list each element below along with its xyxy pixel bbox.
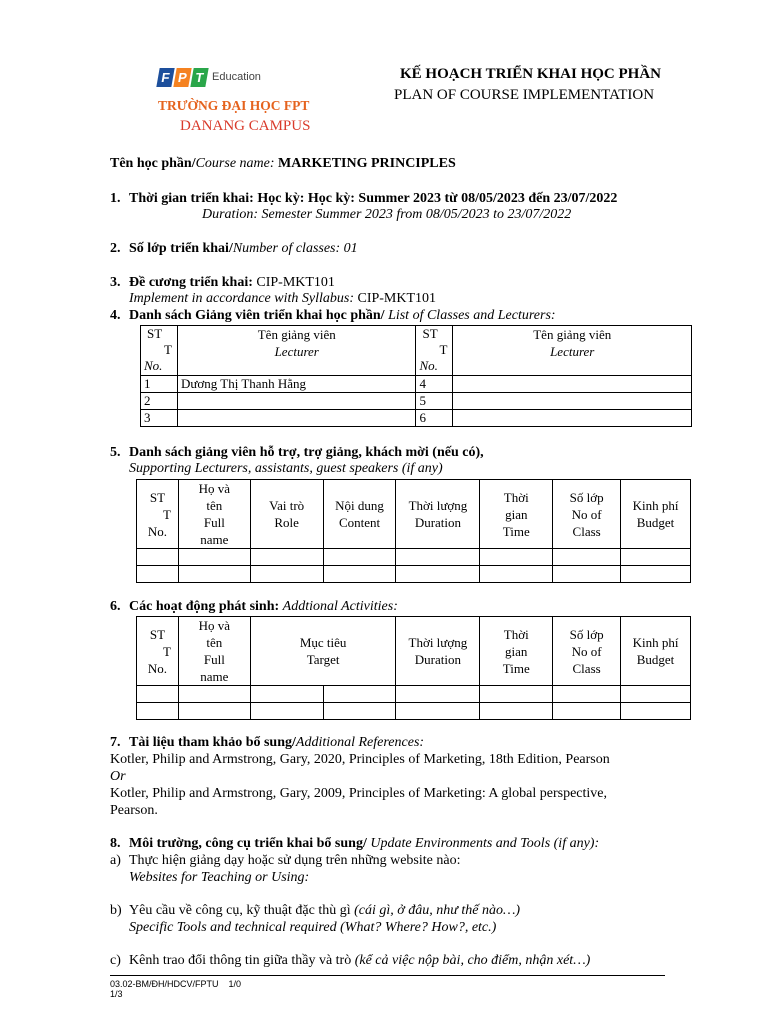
table-header-row [141, 326, 692, 376]
table-row [137, 686, 691, 703]
row-number: 4 [416, 376, 453, 393]
header-time-vi: Thời [503, 626, 529, 642]
header-duration-en: Duration [414, 515, 462, 530]
header-duration-vi: Thời lượng [408, 635, 468, 650]
header-class-en2: Class [572, 660, 601, 676]
header-no: No. [147, 660, 168, 676]
header-stt-line1: ST [422, 326, 438, 341]
lecturer-name [453, 410, 692, 427]
section-3-heading [110, 275, 335, 291]
section-6-en: Addtional Activities: [282, 599, 398, 614]
header-name-en2: name [200, 532, 229, 547]
course-label-en: Course name: [195, 156, 275, 171]
section-8-en: Update Environments and Tools (if any): [370, 836, 600, 851]
footer-form-code: 03.02-BM/ĐH/HDCV/FPTU 1/0 [110, 979, 242, 989]
header-duration-en: Duration [414, 652, 461, 667]
header-name-vi2: tên [206, 498, 223, 513]
header-budget [621, 617, 691, 686]
header-target-en: Target [306, 652, 340, 667]
item-c-label: c) [110, 953, 121, 968]
header-budget-en: Budget [636, 515, 675, 530]
table-row [137, 549, 691, 566]
table-header-row [137, 480, 691, 549]
footer-page-number: 1/3 [110, 989, 123, 999]
reference-1: Kotler, Philip and Armstrong, Gary, 2020, Principles of Marketing, 18th Edition, Pearson [110, 752, 610, 767]
header-target-vi: Mục tiêu [299, 635, 347, 650]
header-lecturer-en: Lecturer [274, 344, 319, 359]
table-header-row [137, 617, 691, 686]
header-class-vi: Số lớp [569, 626, 604, 642]
section-4-en: List of Classes and Lecturers: [388, 308, 556, 323]
section-4-heading [110, 308, 556, 324]
item-b-vi-italic: (cái gì, ở đâu, như thế nào…) [354, 903, 521, 918]
school-name: TRƯỜNG ĐẠI HỌC FPT [158, 98, 310, 113]
header-stt-line2: T [439, 342, 448, 357]
header-stt-line2: T [162, 643, 171, 659]
header-stt-line1: ST [149, 489, 166, 505]
table-row [137, 703, 691, 720]
brand-letter-t: T [190, 68, 208, 87]
item-c [110, 953, 590, 969]
section-2-vi: Số lớp triển khai/ [129, 241, 233, 256]
section-1-en: Duration: Semester Summer 2023 from 08/05/2023 to 23/07/2022 [202, 207, 572, 222]
section-1-number: 1. [110, 191, 121, 206]
campus-name: DANANG CAMPUS [180, 118, 311, 134]
section-7-number: 7. [110, 735, 121, 750]
document-title: KẾ HOẠCH TRIỂN KHAI HỌC PHẦN [400, 66, 661, 82]
header-duration [396, 617, 480, 686]
row-number: 5 [416, 393, 453, 410]
additional-activities-table [136, 616, 691, 720]
section-3-en-line [129, 291, 436, 307]
header-time-vi2: gian [505, 506, 528, 522]
header-budget-vi: Kinh phí [632, 635, 679, 650]
section-2-heading [110, 241, 358, 257]
header-stt-line1: ST [149, 626, 166, 642]
item-c-vi: Kênh trao đổi thông tin giữa thầy và trò [129, 953, 352, 968]
lecturer-name: Dương Thị Thanh Hằng [177, 376, 416, 393]
header-stt [137, 617, 179, 686]
item-b-vi: Yêu cầu về công cụ, kỹ thuật đặc thù gì [129, 903, 351, 918]
item-a [110, 853, 460, 869]
section-7-en: Additional References: [295, 735, 425, 750]
header-time-vi2: gian [505, 643, 528, 659]
section-8-heading [110, 836, 599, 852]
section-6-vi: Các hoạt động phát sinh: [129, 599, 280, 614]
header-time-en: Time [502, 523, 530, 539]
lecturer-name [453, 393, 692, 410]
section-7-heading [110, 735, 424, 751]
item-b [110, 903, 520, 919]
item-b-label: b) [110, 903, 122, 918]
lecturer-table [140, 325, 692, 427]
section-2-en: Number of classes: 01 [232, 241, 358, 256]
section-1-heading [110, 191, 617, 207]
header-name-vi: Họ và [198, 481, 231, 496]
header-budget-vi: Kinh phí [632, 498, 679, 513]
header-stt [137, 480, 179, 549]
header-name-en: Full [203, 652, 225, 667]
footer-divider [110, 975, 665, 976]
section-5-vi: Danh sách giảng viên hỗ trợ, trợ giảng, khách mời (nếu có), [129, 445, 484, 460]
lecturer-name [177, 410, 416, 427]
section-3-en-code: CIP-MKT101 [357, 291, 437, 306]
row-number: 1 [141, 376, 178, 393]
section-6-heading [110, 599, 398, 615]
section-7-vi: Tài liệu tham khảo bổ sung/ [129, 735, 296, 750]
header-role [250, 480, 323, 549]
lecturer-name [453, 376, 692, 393]
header-time-en: Time [502, 660, 530, 676]
section-3-en: Implement in accordance with Syllabus: [129, 291, 354, 306]
section-8-number: 8. [110, 836, 121, 851]
row-number: 3 [141, 410, 178, 427]
table-row [137, 566, 691, 583]
header-name-en2: name [200, 669, 229, 684]
item-a-vi: Thực hiện giảng dạy hoặc sử dụng trên những website nào: [129, 853, 461, 868]
header-class-count [553, 480, 621, 549]
section-4-number: 4. [110, 308, 121, 323]
section-4-vi: Danh sách Giảng viên triển khai học phần/ [129, 308, 385, 323]
header-no: No. [419, 358, 438, 373]
header-time [480, 617, 553, 686]
section-5-number: 5. [110, 445, 121, 460]
section-5-heading [110, 445, 484, 461]
section-8-vi: Môi trường, công cụ triển khai bổ sung/ [129, 836, 367, 851]
page-footer [110, 979, 241, 999]
header-role-vi: Vai trò [269, 498, 305, 513]
section-1-vi: Thời gian triển khai: Học kỳ: Học kỳ: Summer 2023 từ 08/05/2023 đến 23/07/2022 [129, 191, 618, 206]
section-3-number: 3. [110, 275, 121, 290]
lecturer-name [177, 393, 416, 410]
header-duration [396, 480, 480, 549]
header-content-en: Content [338, 515, 381, 530]
header-content-vi: Nội dung [335, 498, 384, 513]
row-number: 6 [416, 410, 453, 427]
header-role-en: Role [274, 515, 299, 530]
reference-2-line1: Kotler, Philip and Armstrong, Gary, 2009, Principles of Marketing: A global perspective, [110, 786, 608, 801]
section-3-code: CIP-MKT101 [256, 275, 335, 290]
header-lecturer-en: Lecturer [550, 344, 595, 359]
header-budget [621, 480, 691, 549]
header-lecturer-vi: Tên giảng viên [257, 327, 336, 342]
section-6-number: 6. [110, 599, 121, 614]
section-5-en: Supporting Lecturers, assistants, guest speakers (if any) [129, 461, 443, 476]
header-time-vi: Thời [503, 489, 529, 505]
brand-letter-f: F [156, 68, 174, 87]
header-content [323, 480, 396, 549]
item-a-label: a) [110, 853, 121, 868]
header-class-count [553, 617, 621, 686]
header-stt-line1: ST [147, 326, 163, 341]
header-stt [416, 326, 453, 376]
header-full-name [178, 617, 250, 686]
table-row [141, 393, 692, 410]
header-name-vi2: tên [206, 635, 223, 650]
table-row [141, 410, 692, 427]
section-2-number: 2. [110, 241, 121, 256]
header-class-vi: Số lớp [569, 489, 604, 505]
course-name-value: MARKETING PRINCIPLES [278, 156, 456, 171]
table-row [141, 376, 692, 393]
item-b-en: Specific Tools and technical required (What? Where? How?, etc.) [129, 920, 497, 935]
header-lecturer [453, 326, 692, 376]
header-stt [141, 326, 178, 376]
header-name-vi: Họ và [198, 618, 231, 633]
item-c-vi-italic: (kể cả việc nộp bài, cho điểm, nhận xét…) [354, 953, 591, 968]
header-stt-line2: T [162, 506, 171, 522]
fpt-brand-mark [158, 68, 318, 94]
reference-2-line2: Pearson. [110, 803, 158, 818]
reference-or: Or [110, 769, 126, 784]
header-no: No. [147, 523, 168, 539]
header-lecturer [177, 326, 416, 376]
header-stt-line2: T [164, 342, 172, 357]
document-subtitle: PLAN OF COURSE IMPLEMENTATION [394, 87, 655, 103]
item-a-en: Websites for Teaching or Using: [129, 870, 310, 885]
header-target [250, 617, 396, 686]
fpt-logo [158, 68, 318, 134]
header-duration-vi: Thời lượng [408, 498, 468, 513]
header-full-name [178, 480, 250, 549]
header-class-en: No of [571, 643, 602, 659]
header-no: No. [144, 358, 163, 373]
header-lecturer-vi: Tên giảng viên [533, 327, 612, 342]
header-time [480, 480, 553, 549]
header-class-en: No of [571, 506, 602, 522]
brand-education: Education [212, 71, 261, 83]
course-name-line [110, 156, 456, 172]
brand-letter-p: P [173, 68, 191, 87]
supporting-lecturers-table [136, 479, 691, 583]
header-budget-en: Budget [636, 652, 675, 667]
header-class-en2: Class [572, 523, 601, 539]
course-label-vi: Tên học phần/ [110, 156, 196, 171]
section-3-vi: Đề cương triển khai: [129, 275, 253, 290]
row-number: 2 [141, 393, 178, 410]
header-name-en: Full [203, 515, 225, 530]
